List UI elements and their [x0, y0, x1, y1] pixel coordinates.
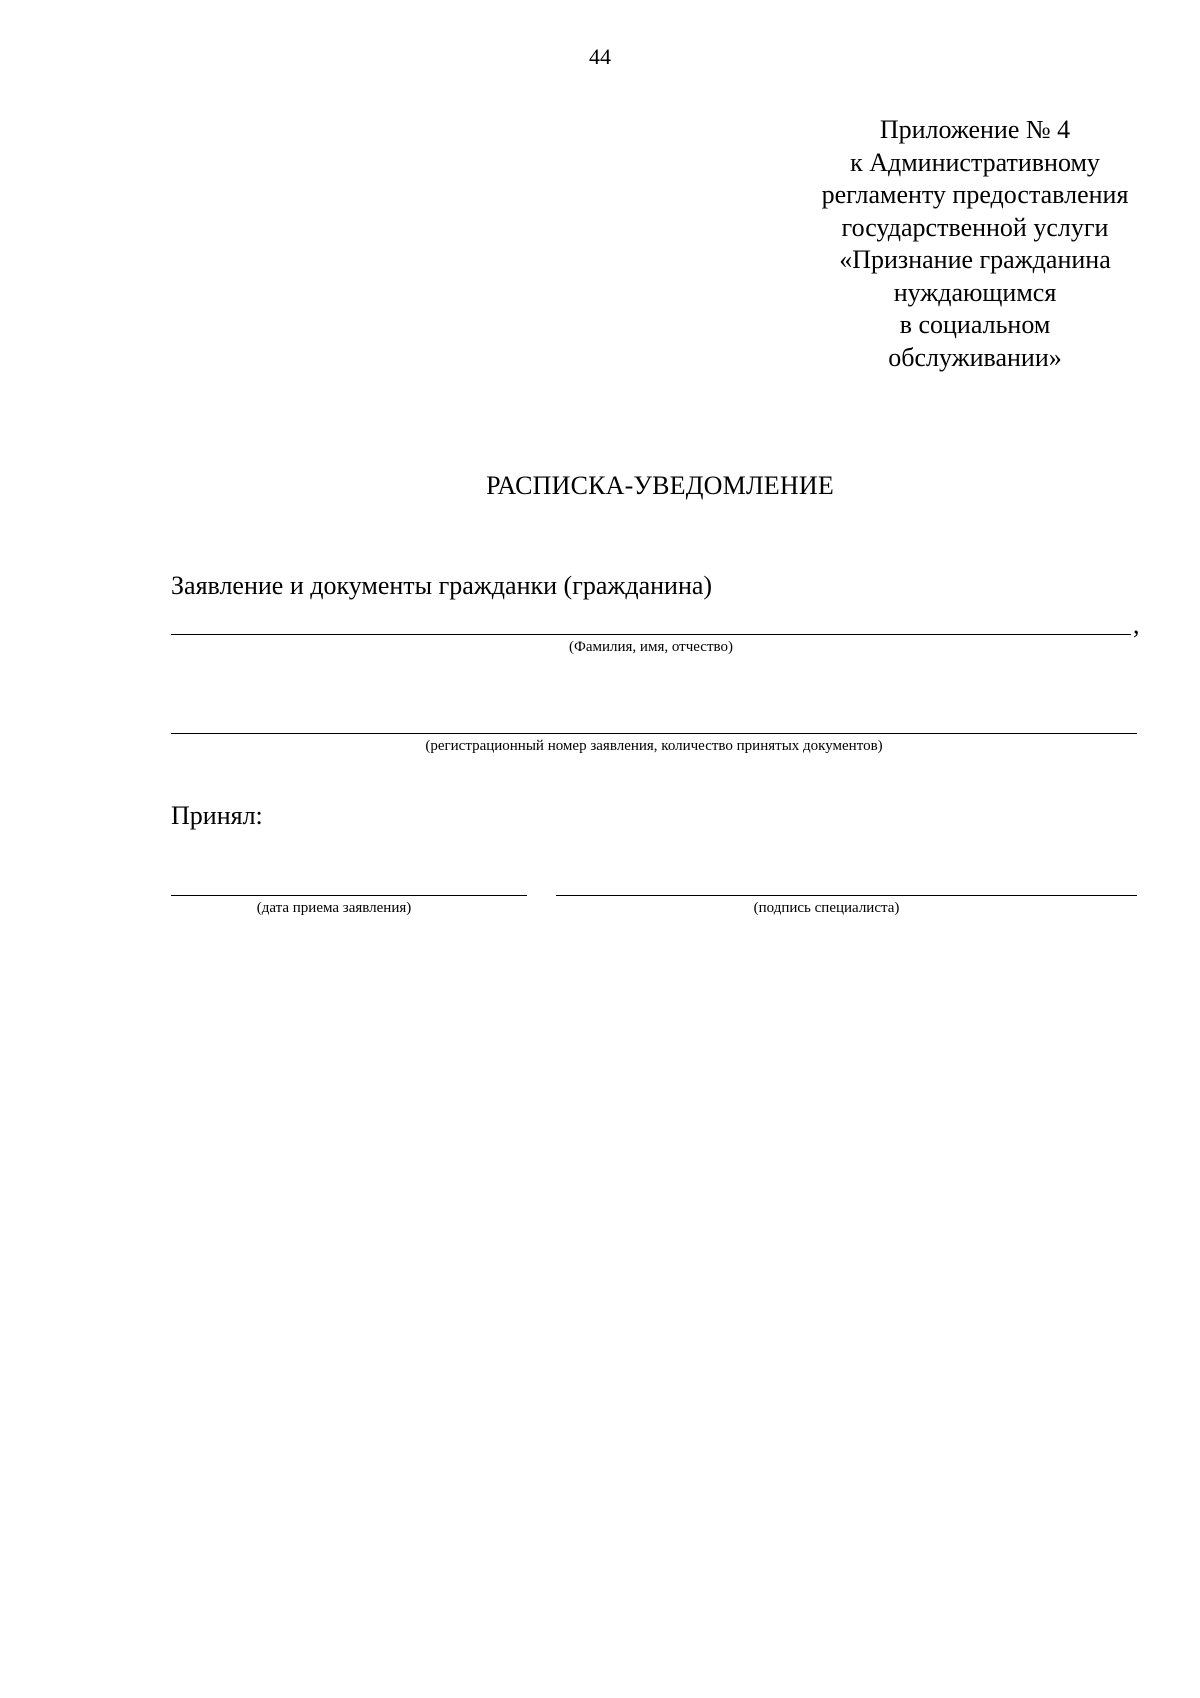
appendix-line: Приложение № 4	[879, 115, 1071, 144]
name-field-comma: ,	[1133, 610, 1140, 639]
appendix-line: регламенту предоставления	[821, 180, 1129, 209]
appendix-line: государственной услуги	[841, 212, 1109, 242]
name-field-line	[171, 634, 1131, 635]
date-field-line	[171, 895, 527, 896]
appendix-line: обслуживании»	[888, 342, 1062, 372]
appendix-line: «Признание гражданина	[839, 245, 1111, 274]
name-field-caption: (Фамилия, имя, отчество)	[569, 639, 733, 655]
signature-field-line	[556, 895, 1137, 896]
page-number: 44	[589, 44, 611, 69]
appendix-heading	[780, 114, 1170, 374]
appendix-line: к Административному	[850, 147, 1100, 177]
registration-field-caption: (регистрационный номер заявления, количество принятых документов)	[425, 738, 883, 754]
registration-field-line	[171, 733, 1137, 734]
appendix-line: в социальном	[899, 310, 1051, 339]
accepted-label: Принял:	[171, 801, 263, 830]
appendix-line: нуждающимся	[893, 277, 1057, 307]
signature-field-caption: (подпись специалиста)	[753, 900, 900, 916]
date-field-caption: (дата приема заявления)	[256, 900, 412, 916]
intro-text: Заявление и документы гражданки (гражданина)	[171, 571, 713, 600]
document-title: РАСПИСКА-УВЕДОМЛЕНИЕ	[486, 471, 834, 500]
